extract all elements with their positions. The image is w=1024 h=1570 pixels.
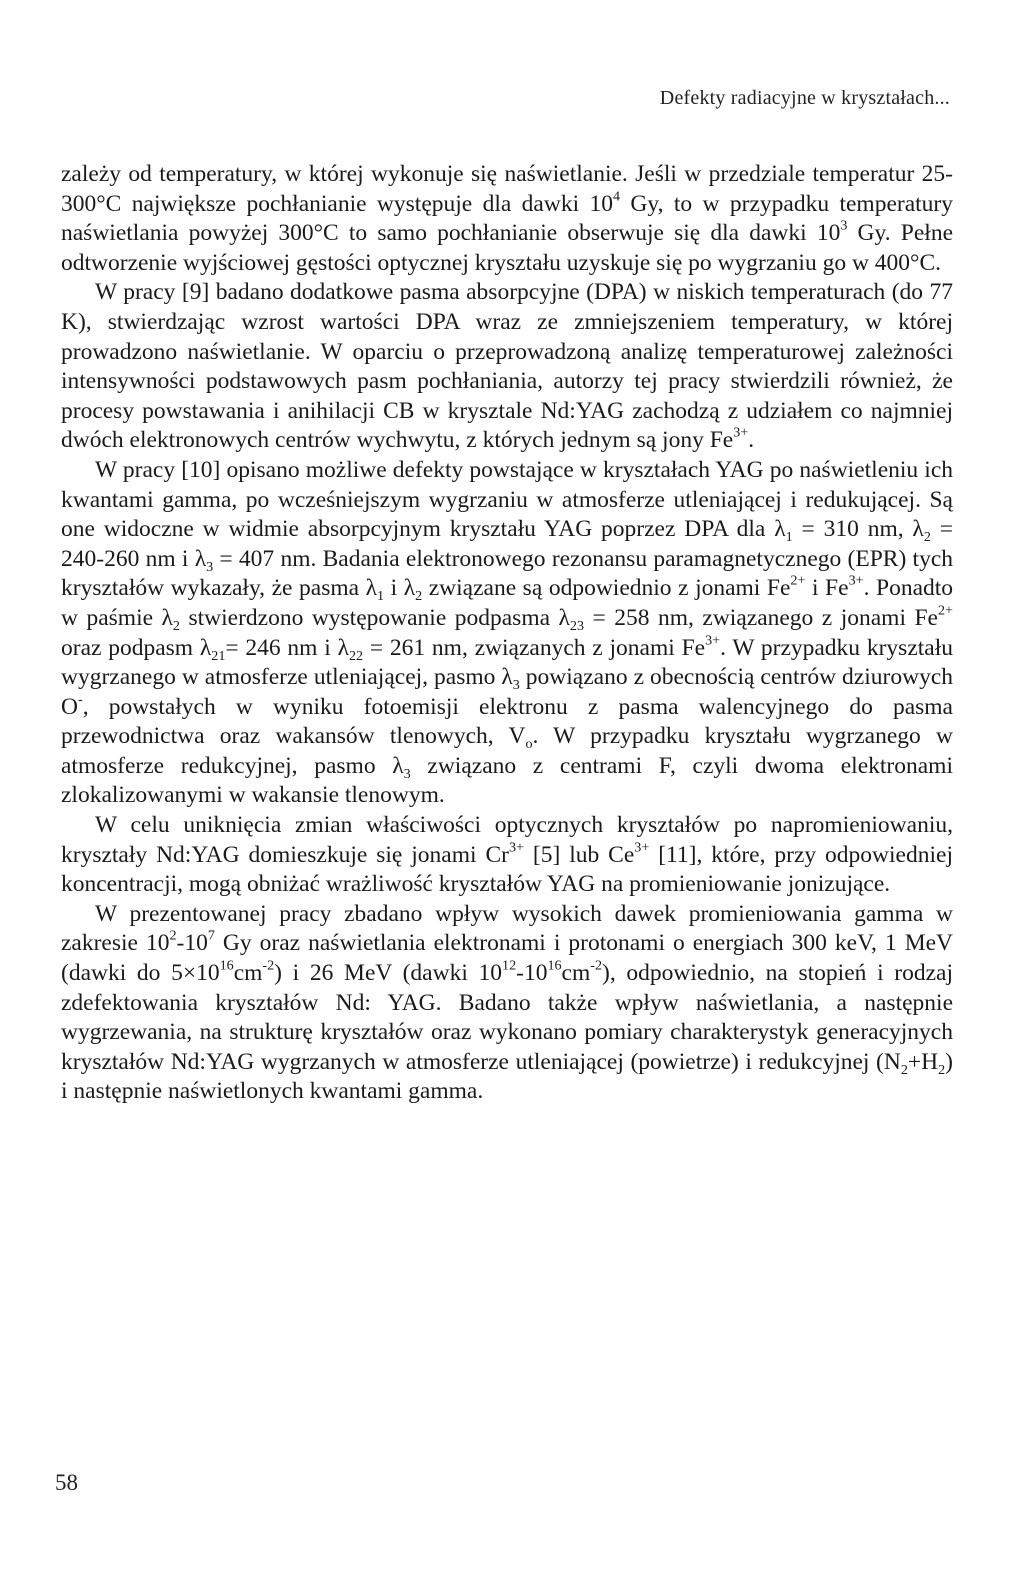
body-text — [61, 160, 953, 1107]
paragraph: zależy od temperatury, w której wykonuje się naświetlanie. Jeśli w przedziale temperatur 25-300°C największe pochłanianie występuje dla dawki $10^4$ Gy, to w przypadku temperatury naświetlania powyżej 300°C to samo pochłanianie obserwuje się dla dawki $10^3$ Gy. Pełne odtworzenie wyjściowej gęstości optycznej kryształu uzyskuje się po wygrzaniu go w 400°C. — [61, 161, 954, 276]
page-number: 58 — [55, 1470, 78, 1495]
paragraph: W pracy [10] opisano możliwe defekty powstające w kryształach YAG po naświetleniu ich kwantami gamma, po wcześniejszym wygrzaniu w atmosferze utleniającej i redukującej. Są one widoczne w widmie absorpcyjnym kryształu YAG poprzez DPA dla $\lambda_1 = 310$ nm, $\lambda_2 = 240-260$ nm i $\lambda_3 = 407$ nm. Badania elektronowego rezonansu paramagnetycznego (EPR) tych kryształów wykazały, że pasma $\lambda_1$ i $\lambda_2$ związane są odpowiednio z jonami $Fe^{2+}$ i $Fe^{3+}$. Ponadto w paśmie $\lambda_2$ stwierdzono występowanie podpasma $\lambda_{23} = 258$ nm, związanego z jonami $Fe^{2+}$ oraz podpasm $\lambda_{21}= 246$ nm i $\lambda_{22} = 261$ nm, związanych z jonami $Fe^{3+}$. W przypadku kryształu wygrzanego w atmosferze utleniającej, pasmo $\lambda_3$ powiązano z obecnością centrów dziurowych O-, powstałych w wyniku fotoemisji elektronu z pasma walencyjnego do pasma przewodnictwa oraz wakansów tlenowych, $V_o$. W przypadku kryształu wygrzanego w atmosferze redukcyjnej, pasmo $\lambda_3$ związano z centrami F, czyli dwoma elektronami zlokalizowanymi w wakansie tlenowym. — [61, 456, 954, 809]
paragraph: W pracy [9] badano dodatkowe pasma absorpcyjne (DPA) w niskich temperaturach (do 77 K), stwierdzając wzrost wartości DPA wraz ze zmniejszeniem temperatury, w której prowadzono naświetlanie. W oparciu o przeprowadzoną analizę temperaturowej zależności intensywności podstawowych pasm pochłaniania, autorzy tej pracy stwierdzili również, że procesy powstawania i anihilacji CB w krysztale Nd:YAG zachodzą z udziałem co najmniej dwóch elektronowych centrów wychwytu, z których jednym są jony $Fe^{3+}$. — [61, 279, 953, 454]
running-header: Defekty radiacyjne w kryształach... — [659, 87, 950, 109]
paragraph: W prezentowanej pracy zbadano wpływ wysokich dawek promieniowania gamma w zakresie $10^2-10^7$ Gy oraz naświetlania elektronami i protonami o energiach 300 keV, 1 MeV (dawki do $5\times 10^{16}cm^{-2}$) i 26 MeV (dawki $10^{12}-10^{16}cm^{-2}$), odpowiednio, na stopień i rodzaj zdefektowania kryształów Nd: YAG. Badano także wpływ naświetlania, a następnie wygrzewania, na strukturę kryształów oraz wykonano pomiary charakterystyk generacyjnych kryształów Nd:YAG wygrzanych w atmosferze utleniającej (powietrze) i redukcyjnej $(N_2+H_2)$ i następnie naświetlonych kwantami gamma. — [61, 900, 953, 1105]
paragraph: W celu uniknięcia zmian właściwości optycznych kryształów po napromieniowaniu, kryształy Nd:YAG domieszkuje się jonami $Cr^{3+}$ [5] lub $Ce^{3+}$ [11], które, przy odpowiedniej koncentracji, mogą obniżać wrażliwość kryształów YAG na promieniowanie jonizujące. — [61, 812, 953, 898]
